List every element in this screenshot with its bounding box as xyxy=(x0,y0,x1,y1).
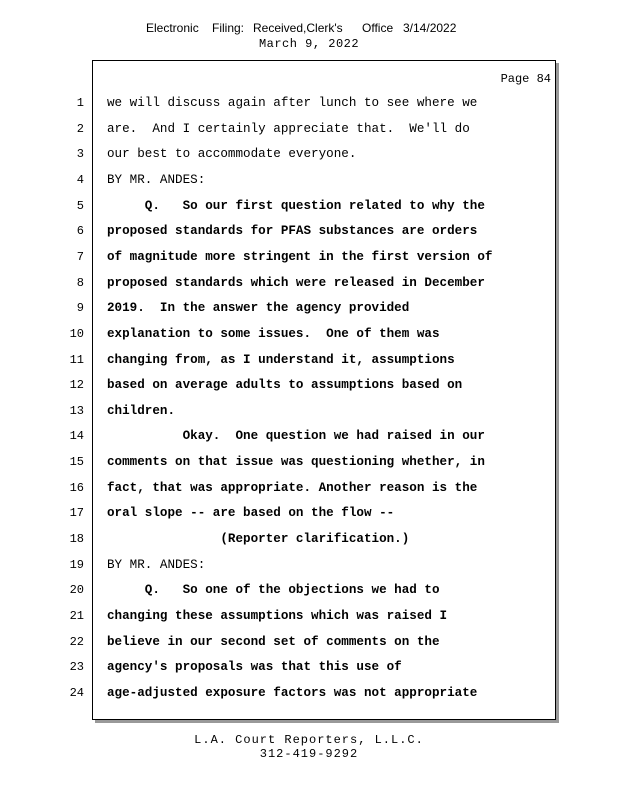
line-number: 2 xyxy=(76,122,84,136)
header-date: March 9, 2022 xyxy=(258,37,360,51)
line-number: 16 xyxy=(69,481,84,495)
line-number: 15 xyxy=(69,455,84,469)
line-number: 10 xyxy=(69,327,84,341)
line-number: 20 xyxy=(69,583,84,597)
line-number: 18 xyxy=(69,532,84,546)
stamp-date: 3/14/2022 xyxy=(403,21,457,35)
line-number: 12 xyxy=(69,378,84,392)
transcript-line: changing these assumptions which was raised I xyxy=(107,609,448,623)
transcript-line: fact, that was appropriate. Another reason is the xyxy=(107,481,478,495)
transcript-line: oral slope -- are based on the flow -- xyxy=(107,506,395,520)
line-number: 21 xyxy=(69,609,84,623)
page-number: Page 84 xyxy=(500,72,551,86)
line-number: 24 xyxy=(69,686,84,700)
line-number: 3 xyxy=(76,147,84,161)
line-number: 8 xyxy=(76,276,84,290)
line-number: 1 xyxy=(76,96,84,110)
line-number: 9 xyxy=(76,301,84,315)
line-number: 6 xyxy=(76,224,84,238)
line-number: 14 xyxy=(69,429,84,443)
transcript-line: BY MR. ANDES: xyxy=(107,173,206,187)
transcript-line: age-adjusted exposure factors was not appropriate xyxy=(107,686,478,700)
transcript-line: Q. So our first question related to why the xyxy=(107,199,485,213)
transcript-line: are. And I certainly appreciate that. We'll do xyxy=(107,122,470,136)
transcript-line: of magnitude more stringent in the first version of xyxy=(107,250,493,264)
line-number: 7 xyxy=(76,250,84,264)
transcript-line: proposed standards which were released in December xyxy=(107,276,485,290)
stamp-electronic: Electronic xyxy=(146,21,199,35)
transcript-line: comments on that issue was questioning whether, in xyxy=(107,455,485,469)
line-number: 4 xyxy=(76,173,84,187)
stamp-filing: Filing: xyxy=(212,21,245,35)
line-number: 11 xyxy=(69,353,84,367)
transcript-line: changing from, as I understand it, assumptions xyxy=(107,353,455,367)
line-number: 5 xyxy=(76,199,84,213)
line-number: 19 xyxy=(69,558,84,572)
transcript-line: Okay. One question we had raised in our xyxy=(107,429,485,443)
transcript-line: children. xyxy=(107,404,176,418)
transcript-line: we will discuss again after lunch to see where we xyxy=(107,96,478,110)
stamp-office: Office xyxy=(362,21,394,35)
transcript-line: believe in our second set of comments on the xyxy=(107,635,440,649)
line-number: 22 xyxy=(69,635,84,649)
transcript-line: BY MR. ANDES: xyxy=(107,558,206,572)
stamp-received: Received,Clerk's xyxy=(253,21,343,35)
line-number: 17 xyxy=(69,506,84,520)
transcript-line: based on average adults to assumptions based on xyxy=(107,378,463,392)
line-number: 23 xyxy=(69,660,84,674)
transcript-line: our best to accommodate everyone. xyxy=(107,147,357,161)
transcript-line: agency's proposals was that this use of xyxy=(107,660,402,674)
transcript-line: 2019. In the answer the agency provided xyxy=(107,301,410,315)
transcript-line: (Reporter clarification.) xyxy=(107,532,410,546)
transcript-line: Q. So one of the objections we had to xyxy=(107,583,440,597)
transcript-line: proposed standards for PFAS substances are orders xyxy=(107,224,478,238)
line-number: 13 xyxy=(69,404,84,418)
footer-company: L.A. Court Reporters, L.L.C. xyxy=(194,733,424,747)
transcript-line: explanation to some issues. One of them was xyxy=(107,327,440,341)
footer-phone: 312-419-9292 xyxy=(259,747,359,761)
